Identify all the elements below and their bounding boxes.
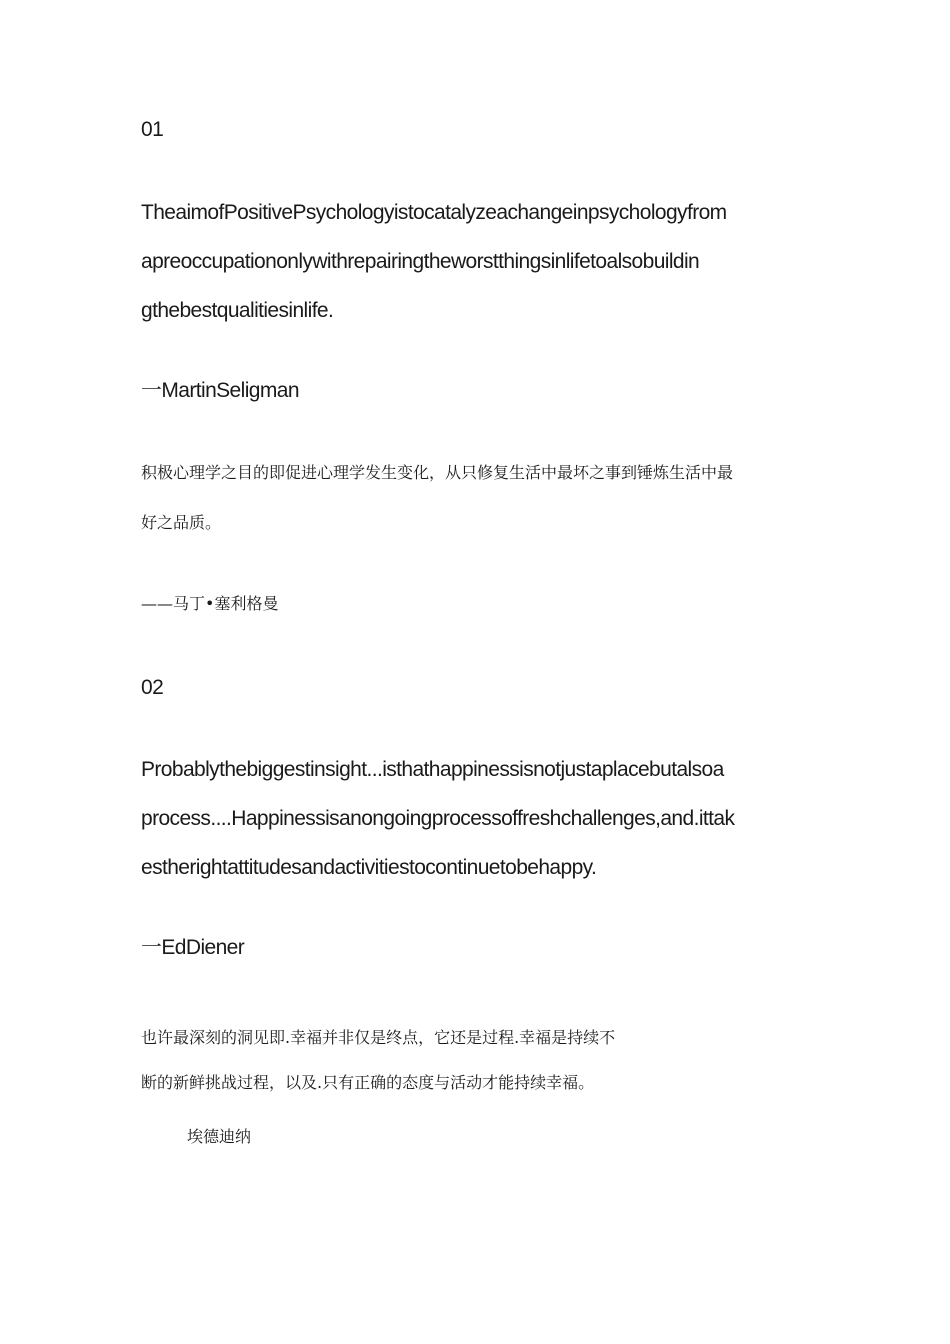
quote-zh-line: 好之品质。: [141, 513, 222, 532]
quote-author-zh: 埃德迪纳: [187, 1127, 252, 1146]
quote-en-line: apreoccupationonlywithrepairingtheworstthingsinlifetoalsobuildin: [141, 250, 700, 273]
quote-en-line: Probablythebiggestinsight...isthathappinessisnotjustaplacebutalsoa: [141, 758, 724, 781]
section-number: 01: [141, 118, 164, 141]
quote-en-line: gthebestqualitiesinlife.: [141, 299, 334, 322]
quote-en-line: process....Happinessisanongoingprocessoffreshchallenges,and.ittak: [141, 807, 735, 830]
quote-zh-line: 积极心理学之目的即促进心理学发生变化，从只修复生活中最坏之事到锤炼生活中最: [141, 463, 734, 482]
quote-author-en: 一MartinSeligman: [141, 379, 299, 402]
quote-author-en: 一EdDiener: [141, 936, 245, 959]
quote-zh-line: 也许最深刻的洞见即.幸福并非仅是终点，它还是过程.幸福是持续不: [141, 1028, 616, 1047]
quote-en-line: estherightattitudesandactivitiestocontinuetobehappy.: [141, 856, 597, 879]
section-number: 02: [141, 676, 164, 699]
quote-en-line: TheaimofPositivePsychologyistocatalyzeachangeinpsychologyfrom: [141, 201, 727, 224]
quote-zh-line: 断的新鲜挑战过程，以及.只有正确的态度与活动才能持续幸福。: [141, 1073, 595, 1092]
quote-author-zh: ——马丁•塞利格曼: [141, 594, 279, 613]
